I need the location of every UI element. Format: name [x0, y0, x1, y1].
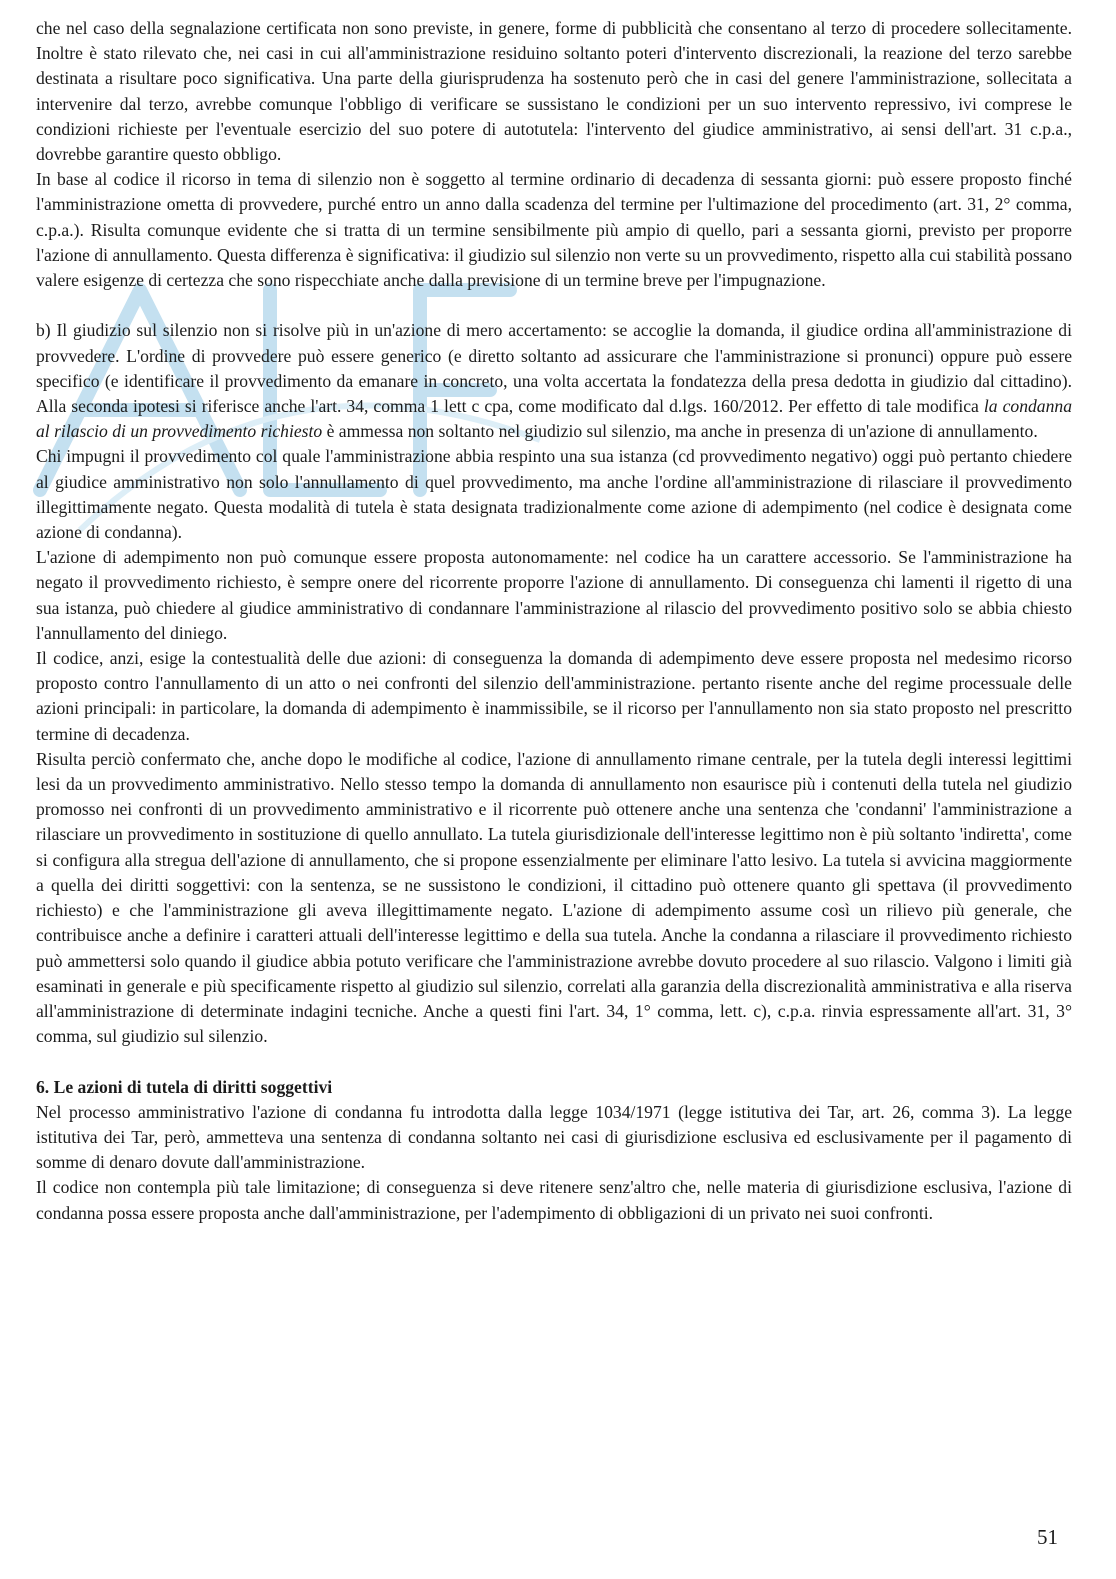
- section-heading: 6. Le azioni di tutela di diritti soggettivi: [36, 1076, 333, 1097]
- paragraph-gap: [36, 293, 1072, 318]
- paragraph-1: che nel caso della segnalazione certificata non sono previste, in genere, forme di pubblicità che consentano al terzo di procedere sollecitamente. Inoltre è stato rilevato che, nei casi in cui all'amministrazione residuino soltanto poteri d'intervento discrezionali, la reazione del terzo sarebbe destinata a risultare poco significativa. Una parte della giurisprudenza ha sostenuto però che in casi del genere l'amministrazione, sollecitata a intervenire dal terzo, avrebbe comunque l'obbligo di verificare se sussistano le condizioni per un suo intervento repressivo, ivi comprese le condizioni richieste per l'eventuale esercizio del suo potere di autotutela: l'intervento del giudice amministrativo, ai sensi dell'art. 31 c.p.a., dovrebbe garantire questo obbligo.: [36, 18, 1072, 165]
- paragraph-6: Il codice, anzi, esige la contestualità delle due azioni: di conseguenza la domanda di adempimento deve essere proposta nel medesimo ricorso proposto contro l'annullamento di un atto o nei confronti del silenzio dell'amministrazione. pertanto risente anche del regime processuale delle azioni principali: in particolare, la domanda di adempimento è inammissibile, se il ricorso per l'annullamento non sia stato proposto nel prescritto termine di decadenza.: [36, 648, 1072, 744]
- paragraph-2: In base al codice il ricorso in tema di silenzio non è soggetto al termine ordinario di decadenza di sessanta giorni: può essere proposto finché l'amministrazione ometta di provvedere, purché entro un anno dalla scadenza del termine per l'ultimazione del procedimento (art. 31, 2° comma, c.p.a.). Risulta comunque evidente che si tratta di un termine sensibilmente più ampio di quello, pari a sessanta giorni, previsto per proporre l'azione di annullamento. Questa differenza è significativa: il giudizio sul silenzio non verte su un provvedimento, rispetto alla cui stabilità possano valere esigenze di certezza che sono rispecchiate anche dalla previsione di un termine breve per l'impugnazione.: [36, 169, 1072, 291]
- paragraph-3-emphasis: la condanna al rilascio di un provvedimento richiesto: [36, 396, 1072, 442]
- section-gap: [36, 1049, 1072, 1074]
- paragraph-3: [36, 318, 1072, 444]
- document-page: [36, 16, 1072, 1516]
- paragraph-3-text: b) Il giudizio sul silenzio non si risolve più in un'azione di mero accertamento: se accoglie la domanda, il giudice ordina all'amministrazione di provvedere. L'ordine di provvedere può essere generico (e diretto soltanto ad assicurare che l'amministrazione si pronunci) oppure può essere specifico (e identificare il provvedimento da emanare in concreto, una volta accertata la fondatezza della presa dedotta in giudizio dal cittadino). Alla seconda ipotesi si riferisce anche l'art. 34, comma 1 lett c cpa, come modificato dal d.lgs. 160/2012. Per effetto di tale modifica: [36, 320, 1072, 417]
- paragraph-5: L'azione di adempimento non può comunque essere proposta autonomamente: nel codice ha un carattere accessorio. Se l'amministrazione ha negato il provvedimento richiesto, è sempre onere del ricorrente proporre l'azione di annullamento. Di conseguenza chi lamenti il rigetto di una sua istanza, può chiedere al giudice amministrativo di condannare l'amministrazione al rilascio del provvedimento positivo solo se abbia chiesto l'annullamento del diniego.: [36, 547, 1072, 643]
- paragraph-9: Il codice non contempla più tale limitazione; di conseguenza si deve ritenere senz'altro che, nelle materia di giurisdizione esclusiva, l'azione di condanna possa essere proposta anche dall'amministrazione, per l'adempimento di obbligazioni di un privato nei suoi confronti.: [36, 1177, 1072, 1223]
- paragraph-4: Chi impugni il provvedimento col quale l'amministrazione abbia respinto una sua istanza (cd provvedimento negativo) oggi può pertanto chiedere al giudice amministrativo non solo l'annullamento di quel provvedimento, ma anche l'ordine all'amministrazione di rilasciare il provvedimento illegittimamente negato. Questa modalità di tutela è stata designata tradizionalmente come azione di adempimento (nel codice è designata come azione di condanna).: [36, 446, 1072, 543]
- page-number: 51: [1037, 1525, 1058, 1549]
- paragraph-8: Nel processo amministrativo l'azione di condanna fu introdotta dalla legge 1034/1971 (legge istitutiva dei Tar, art. 26, comma 3). La legge istitutiva dei Tar, però, ammetteva una sentenza di condanna soltanto nei casi di giurisdizione esclusiva ed esclusivamente per il pagamento di somme di denaro dovute dall'amministrazione.: [36, 1101, 1072, 1173]
- paragraph-7: Risulta perciò confermato che, anche dopo le modifiche al codice, l'azione di annullamento rimane centrale, per la tutela degli interessi legittimi lesi da un provvedimento amministrativo. Nello stesso tempo la domanda di annullamento non esaurisce più i contenuti della tutela nel giudizio promosso nei confronti di un provvedimento amministrativo e il ricorrente può ottenere anche una sentenza che 'condanni' l'amministrazione a rilasciare un provvedimento in sostituzione di quello annullato. La tutela giurisdizionale dell'interesse legittimo non è più soltanto 'indiretta', come si configura alla stregua dell'azione di annullamento, che si propone essenzialmente per eliminare l'atto lesivo. La tutela si avvicina maggiormente a quella dei diritti soggettivi: con la sentenza, se ne sussistono le condizioni, il cittadino può ottenere quanto gli spettava (il provvedimento richiesto) e che l'amministrazione gli aveva illegittimamente negato. L'azione di adempimento assume così un rilievo più generale, che contribuisce anche a definire i caratteri attuali dell'interesse legittimo e della sua tutela. Anche la condanna a rilasciare il provvedimento richiesto può ammettersi solo quando il giudice abbia potuto verificare che l'amministrazione avrebbe dovuto procedere al suo rilascio. Valgono i limiti già esaminati in generale e più specificamente rispetto al giudizio sul silenzio, correlati alla garanzia della discrezionalità amministrativa e alla riserva all'amministrazione di determinate indagini tecniche. Anche a questi fini l'art. 34, 1° comma, lett. c), c.p.a. rinvia espressamente all'art. 31, 3° comma, sul giudizio sul silenzio.: [36, 748, 1072, 1047]
- paragraph-3-tail: è ammessa non soltanto nel giudizio sul silenzio, ma anche in presenza di un'azione di annullamento.: [326, 421, 1038, 442]
